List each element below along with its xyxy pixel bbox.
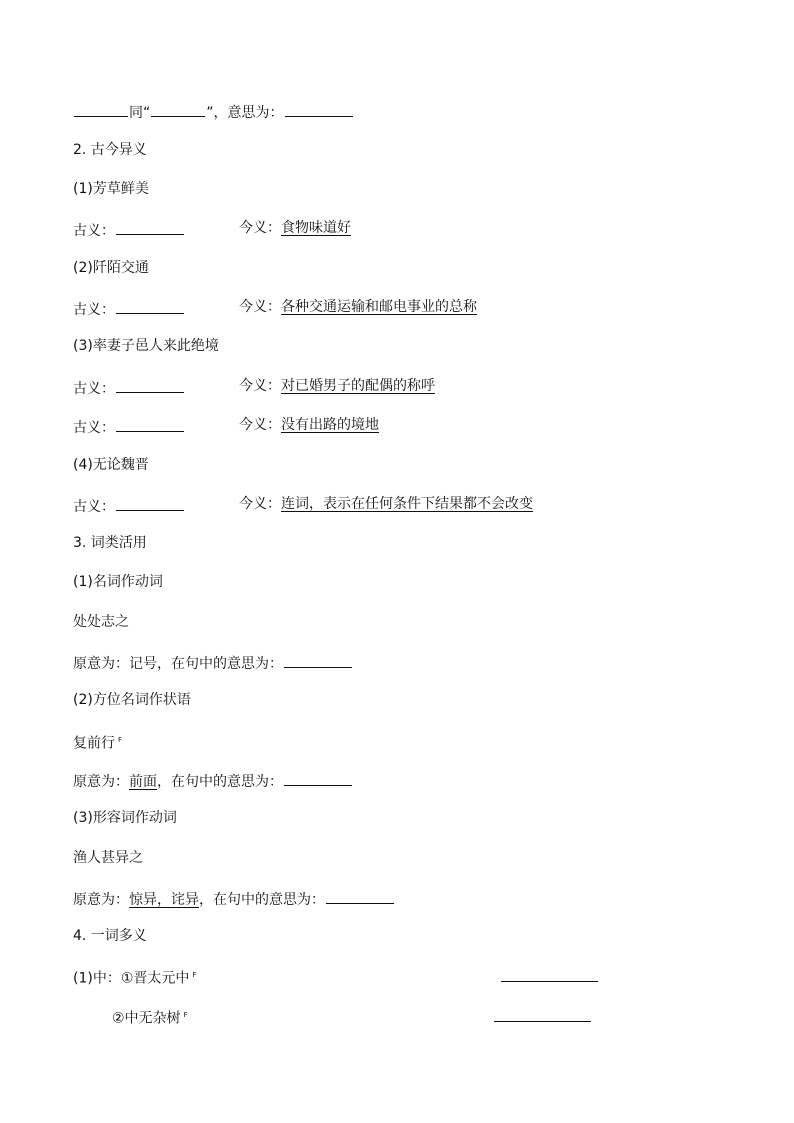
item-label: (4)无论魏晋 (73, 457, 149, 473)
section-4-title: 4. 一词多义 (73, 928, 147, 944)
meaning-row: 原意为：记号，在句中的意思为： (73, 651, 353, 671)
item-label: (2)阡陌交通 (73, 260, 149, 276)
polysemy-row: (1)中：①晋太元中 $^F$ (73, 965, 633, 985)
modern-meaning: 各种交通运输和邮电事业的总称 (281, 299, 477, 315)
section-2-title: 2. 古今异义 (73, 142, 147, 158)
answer-blank[interactable] (326, 887, 394, 904)
answer-blank[interactable] (501, 965, 598, 982)
gujin-row: 古义： 今义：没有出路的境地 (73, 417, 379, 436)
modern-meaning: 食物味道好 (281, 220, 351, 236)
answer-blank[interactable] (116, 415, 184, 432)
gujin-row: 古义： 今义：食物味道好 (73, 220, 351, 239)
item-label: (1)芳草鲜美 (73, 181, 149, 197)
example-text: 复前行 $^F$ (73, 735, 123, 752)
modern-meaning: 对已婚男子的配偶的称呼 (281, 378, 435, 394)
meaning-row: 原意为：惊异，诧异，在句中的意思为： (73, 887, 395, 907)
answer-blank[interactable] (116, 218, 184, 235)
line-tong: 同“ ”，意思为： (73, 100, 354, 120)
answer-blank[interactable] (74, 100, 128, 117)
answer-blank[interactable] (151, 100, 205, 117)
gujin-row: 古义： 今义：各种交通运输和邮电事业的总称 (73, 299, 477, 318)
example-text: 处处志之 (73, 614, 129, 630)
answer-blank[interactable] (284, 769, 352, 786)
answer-blank[interactable] (494, 1005, 591, 1022)
gujin-row: 古义： 今义：对已婚男子的配偶的称呼 (73, 378, 435, 397)
answer-blank[interactable] (285, 100, 353, 117)
example-text: 渔人甚异之 (73, 850, 143, 866)
polysemy-row: ②中无杂树 $^F$ (112, 1005, 632, 1025)
item-label: (3)率妻子邑人来此绝境 (73, 338, 219, 354)
modern-meaning: 连词，表示在任何条件下结果都不会改变 (281, 496, 533, 512)
section-3-title: 3. 词类活用 (73, 535, 147, 551)
answer-blank[interactable] (116, 494, 184, 511)
modern-meaning: 没有出路的境地 (281, 417, 379, 433)
answer-blank[interactable] (284, 651, 352, 668)
footnote-mark: F (192, 971, 197, 979)
meaning-row: 原意为：前面，在句中的意思为： (73, 769, 353, 789)
item-label: (1)名词作动词 (73, 574, 163, 590)
gujin-row: 古义： 今义：连词，表示在任何条件下结果都不会改变 (73, 496, 533, 515)
answer-blank[interactable] (116, 376, 184, 393)
footnote-mark: F (183, 1011, 188, 1019)
footnote-mark: F (118, 736, 123, 744)
answer-blank[interactable] (116, 297, 184, 314)
item-label: (3)形容词作动词 (73, 810, 177, 826)
item-label: (2)方位名词作状语 (73, 692, 191, 708)
